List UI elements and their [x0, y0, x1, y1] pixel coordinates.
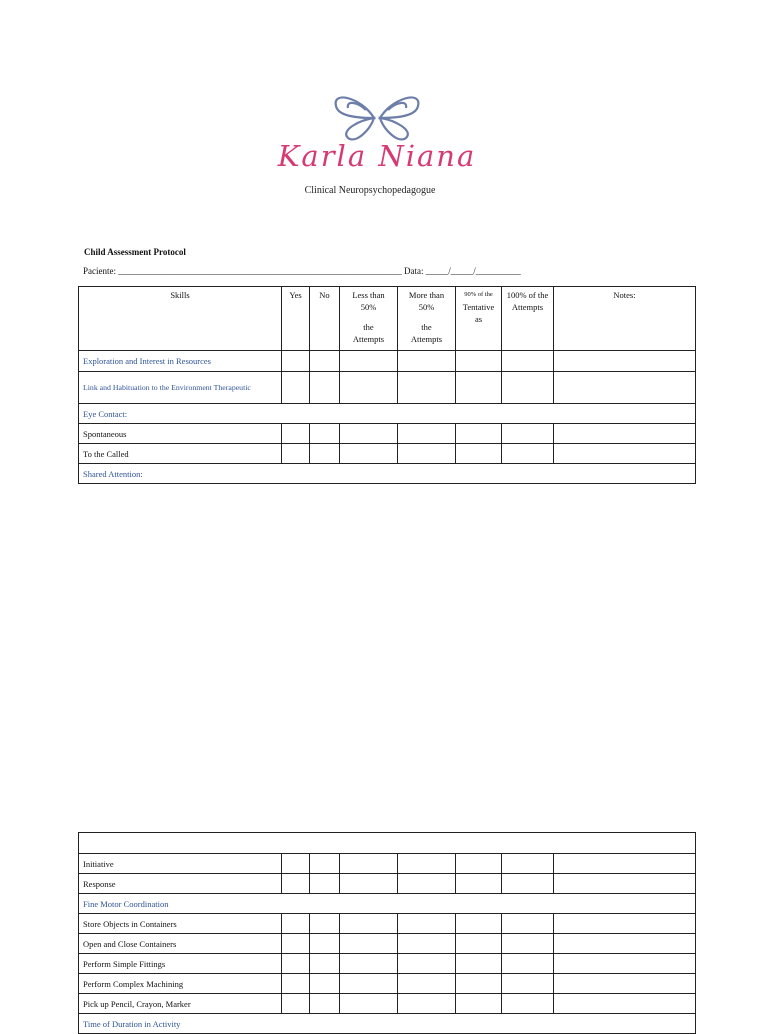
tentative-90-cell[interactable]	[456, 994, 502, 1014]
section-header-fine-motor-coordination: Fine Motor Coordination	[79, 894, 696, 914]
more-than-50-cell[interactable]	[398, 934, 456, 954]
header-row	[79, 287, 696, 351]
skill-label-initiative: Initiative	[79, 854, 282, 874]
no-cell[interactable]	[310, 854, 340, 874]
blank-row	[79, 833, 696, 854]
attempts-100-cell[interactable]	[502, 954, 554, 974]
attempts-100-cell[interactable]	[502, 372, 554, 404]
more-than-50-cell[interactable]	[398, 874, 456, 894]
less-than-50-cell[interactable]	[340, 351, 398, 372]
skill-label-perform-complex-machining: Perform Complex Machining	[79, 974, 282, 994]
yes-cell[interactable]	[282, 974, 310, 994]
attempts-100-cell[interactable]	[502, 974, 554, 994]
attempts-100-cell[interactable]	[502, 914, 554, 934]
header-line	[344, 313, 393, 321]
more-than-50-cell[interactable]	[398, 994, 456, 1014]
header-line: 50%	[360, 302, 377, 312]
document-title: Child Assessment Protocol	[84, 247, 186, 257]
more-than-50-cell[interactable]	[398, 854, 456, 874]
yes-cell[interactable]	[282, 954, 310, 974]
header-line: Attempts	[511, 302, 544, 312]
skill-label-link-and-habituation-to-the-environment-therapeutic: Link and Habituation to the Environment Therapeutic	[79, 372, 282, 404]
header-line: More than	[408, 290, 445, 300]
no-cell[interactable]	[310, 934, 340, 954]
no-cell[interactable]	[310, 874, 340, 894]
yes-cell[interactable]	[282, 424, 310, 444]
yes-cell[interactable]	[282, 372, 310, 404]
yes-cell[interactable]	[282, 914, 310, 934]
attempts-100-cell[interactable]	[502, 424, 554, 444]
less-than-50-cell[interactable]	[340, 994, 398, 1014]
yes-cell[interactable]	[282, 351, 310, 372]
assessment-table-bottom	[78, 832, 696, 1034]
assessment-table-top	[78, 286, 696, 484]
section-header-time-of-duration-in-activity: Time of Duration in Activity	[79, 1014, 696, 1034]
tentative-90-cell[interactable]	[456, 372, 502, 404]
no-cell[interactable]	[310, 444, 340, 464]
no-cell[interactable]	[310, 994, 340, 1014]
attempts-100-cell[interactable]	[502, 874, 554, 894]
table-top-body	[79, 351, 696, 484]
header-tentative-90	[456, 287, 502, 351]
tentative-90-cell[interactable]	[456, 424, 502, 444]
skill-label-pick-up-pencil-crayon-marker: Pick up Pencil, Crayon, Marker	[79, 994, 282, 1014]
header-line: Less than	[352, 290, 385, 300]
tentative-90-cell[interactable]	[456, 444, 502, 464]
yes-cell[interactable]	[282, 854, 310, 874]
table-bottom-body	[79, 833, 696, 1034]
table-row	[79, 444, 696, 464]
attempts-100-cell[interactable]	[502, 444, 554, 464]
notes-cell[interactable]	[554, 372, 696, 404]
header-line: the	[363, 322, 374, 332]
less-than-50-cell[interactable]	[340, 424, 398, 444]
no-cell[interactable]	[310, 974, 340, 994]
no-cell[interactable]	[310, 914, 340, 934]
patient-date-line: Paciente: _______________________________________________________________ Data: _____/_____/__________	[83, 266, 521, 276]
header-more-than-50	[398, 287, 456, 351]
notes-cell[interactable]	[554, 351, 696, 372]
tentative-90-cell[interactable]	[456, 351, 502, 372]
tentative-90-cell[interactable]	[456, 954, 502, 974]
less-than-50-cell[interactable]	[340, 372, 398, 404]
table-row	[79, 372, 696, 404]
yes-cell[interactable]	[282, 444, 310, 464]
header-line: as	[474, 314, 483, 324]
less-than-50-cell[interactable]	[340, 954, 398, 974]
skill-label-open-and-close-containers: Open and Close Containers	[79, 934, 282, 954]
notes-cell[interactable]	[554, 954, 696, 974]
tagline: Clinical Neuropsychopedagogue	[304, 185, 436, 196]
logo	[270, 90, 484, 202]
notes-cell[interactable]	[554, 444, 696, 464]
more-than-50-cell[interactable]	[398, 974, 456, 994]
no-cell[interactable]	[310, 372, 340, 404]
table-row	[79, 874, 696, 894]
more-than-50-cell[interactable]	[398, 444, 456, 464]
tentative-90-cell[interactable]	[456, 874, 502, 894]
skill-label-exploration-and-interest-in-resources: Exploration and Interest in Resources	[79, 351, 282, 372]
header-notes: Notes:	[554, 287, 696, 351]
table-row	[79, 934, 696, 954]
attempts-100-cell[interactable]	[502, 934, 554, 954]
notes-cell[interactable]	[554, 424, 696, 444]
attempts-100-cell[interactable]	[502, 351, 554, 372]
notes-cell[interactable]	[554, 994, 696, 1014]
tentative-90-cell[interactable]	[456, 854, 502, 874]
less-than-50-cell[interactable]	[340, 974, 398, 994]
header-line: Attempts	[352, 334, 385, 344]
header-attempts-100	[502, 287, 554, 351]
notes-cell[interactable]	[554, 974, 696, 994]
header-line	[402, 313, 451, 321]
skill-label-to-the-called: To the Called	[79, 444, 282, 464]
table-row	[79, 854, 696, 874]
header-less-than-50	[340, 287, 398, 351]
tentative-90-cell[interactable]	[456, 934, 502, 954]
more-than-50-cell[interactable]	[398, 372, 456, 404]
section-header-shared-attention: Shared Attention:	[79, 464, 696, 484]
yes-cell[interactable]	[282, 994, 310, 1014]
header-line: 50%	[418, 302, 435, 312]
notes-cell[interactable]	[554, 854, 696, 874]
skill-label-perform-simple-fittings: Perform Simple Fittings	[79, 954, 282, 974]
header-line: Attempts	[410, 334, 443, 344]
header-line: 100% of the	[506, 290, 549, 300]
section-header-eye-contact: Eye Contact:	[79, 404, 696, 424]
skill-label-spontaneous: Spontaneous	[79, 424, 282, 444]
table-row	[79, 914, 696, 934]
no-cell[interactable]	[310, 954, 340, 974]
less-than-50-cell[interactable]	[340, 444, 398, 464]
less-than-50-cell[interactable]	[340, 914, 398, 934]
header-line: 90% of the	[464, 291, 493, 298]
table-row	[79, 424, 696, 444]
header-line: Tentative	[462, 302, 495, 312]
yes-cell[interactable]	[282, 874, 310, 894]
table-row	[79, 974, 696, 994]
table-row	[79, 954, 696, 974]
table-row	[79, 894, 696, 914]
notes-cell[interactable]	[554, 914, 696, 934]
attempts-100-cell[interactable]	[502, 854, 554, 874]
brand-name: Karla Niana	[277, 139, 477, 173]
table-row	[79, 464, 696, 484]
header-line: the	[421, 322, 432, 332]
tentative-90-cell[interactable]	[456, 914, 502, 934]
table-row	[79, 833, 696, 854]
less-than-50-cell[interactable]	[340, 874, 398, 894]
no-cell[interactable]	[310, 424, 340, 444]
notes-cell[interactable]	[554, 934, 696, 954]
skill-label-response: Response	[79, 874, 282, 894]
attempts-100-cell[interactable]	[502, 994, 554, 1014]
skill-label-store-objects-in-containers: Store Objects in Containers	[79, 914, 282, 934]
more-than-50-cell[interactable]	[398, 954, 456, 974]
less-than-50-cell[interactable]	[340, 934, 398, 954]
more-than-50-cell[interactable]	[398, 914, 456, 934]
tentative-90-cell[interactable]	[456, 974, 502, 994]
table-row	[79, 994, 696, 1014]
less-than-50-cell[interactable]	[340, 854, 398, 874]
header-yes: Yes	[282, 287, 310, 351]
no-cell[interactable]	[310, 351, 340, 372]
notes-cell[interactable]	[554, 874, 696, 894]
table-row	[79, 351, 696, 372]
more-than-50-cell[interactable]	[398, 351, 456, 372]
header-skills: Skills	[79, 287, 282, 351]
yes-cell[interactable]	[282, 934, 310, 954]
table-row	[79, 404, 696, 424]
more-than-50-cell[interactable]	[398, 424, 456, 444]
header-no: No	[310, 287, 340, 351]
